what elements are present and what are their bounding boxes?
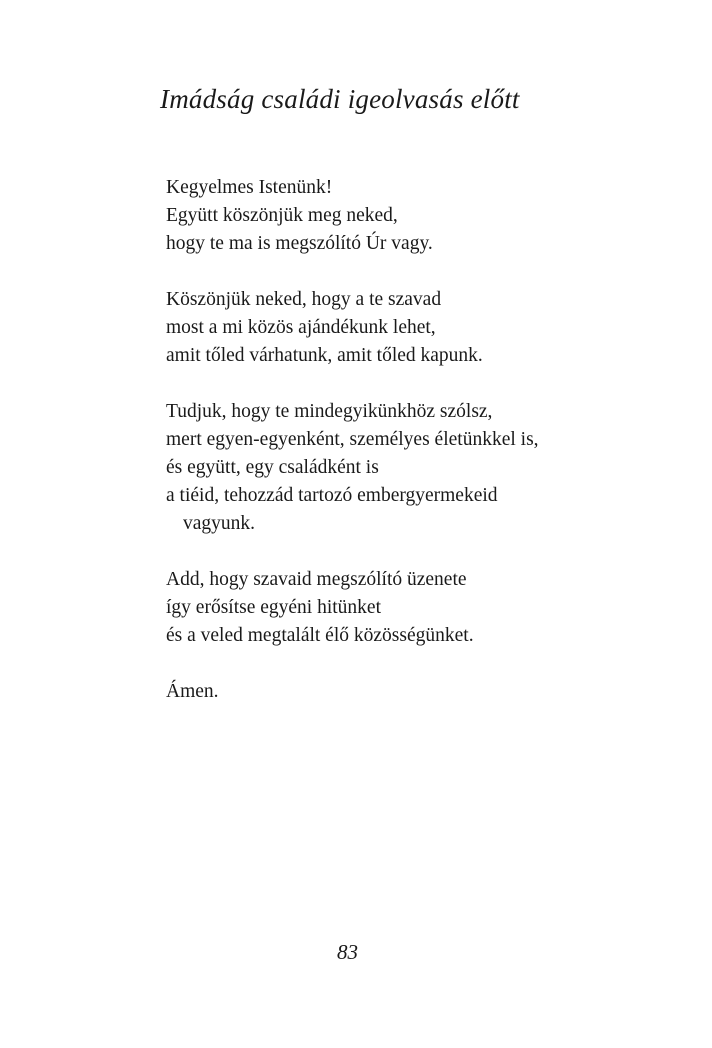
- text-line: most a mi közös ajándékunk lehet,: [166, 317, 436, 338]
- text-line: Tudjuk, hogy te mindegyikünkhöz szólsz,: [166, 401, 493, 422]
- text-line: így erősítse egyéni hitünket: [166, 597, 381, 618]
- stanza-5: [166, 678, 686, 706]
- page-title: Imádság családi igeolvasás előtt: [160, 84, 520, 114]
- text-line: a tiéid, tehozzád tartozó embergyermekeid: [166, 485, 498, 506]
- page-number: 83: [337, 940, 358, 964]
- prayer-text: [166, 174, 686, 734]
- text-line: Ámen.: [166, 681, 219, 702]
- text-line: és együtt, egy családként is: [166, 457, 379, 478]
- stanza-3: [166, 398, 686, 538]
- text-line: mert egyen-egyenként, személyes életünkkel is,: [166, 429, 539, 450]
- stanza-4: [166, 566, 686, 650]
- text-line-continuation: vagyunk.: [183, 513, 256, 534]
- text-line: Együtt köszönjük meg neked,: [166, 205, 398, 226]
- text-line: Köszönjük neked, hogy a te szavad: [166, 289, 442, 310]
- text-line: amit tőled várhatunk, amit tőled kapunk.: [166, 345, 483, 366]
- stanza-1: [166, 174, 686, 258]
- text-line: Kegyelmes Istenünk!: [166, 177, 333, 198]
- text-line: hogy te ma is megszólító Úr vagy.: [166, 233, 433, 254]
- stanza-2: [166, 286, 686, 370]
- text-line: és a veled megtalált élő közösségünket.: [166, 625, 474, 646]
- text-line: Add, hogy szavaid megszólító üzenete: [166, 569, 467, 590]
